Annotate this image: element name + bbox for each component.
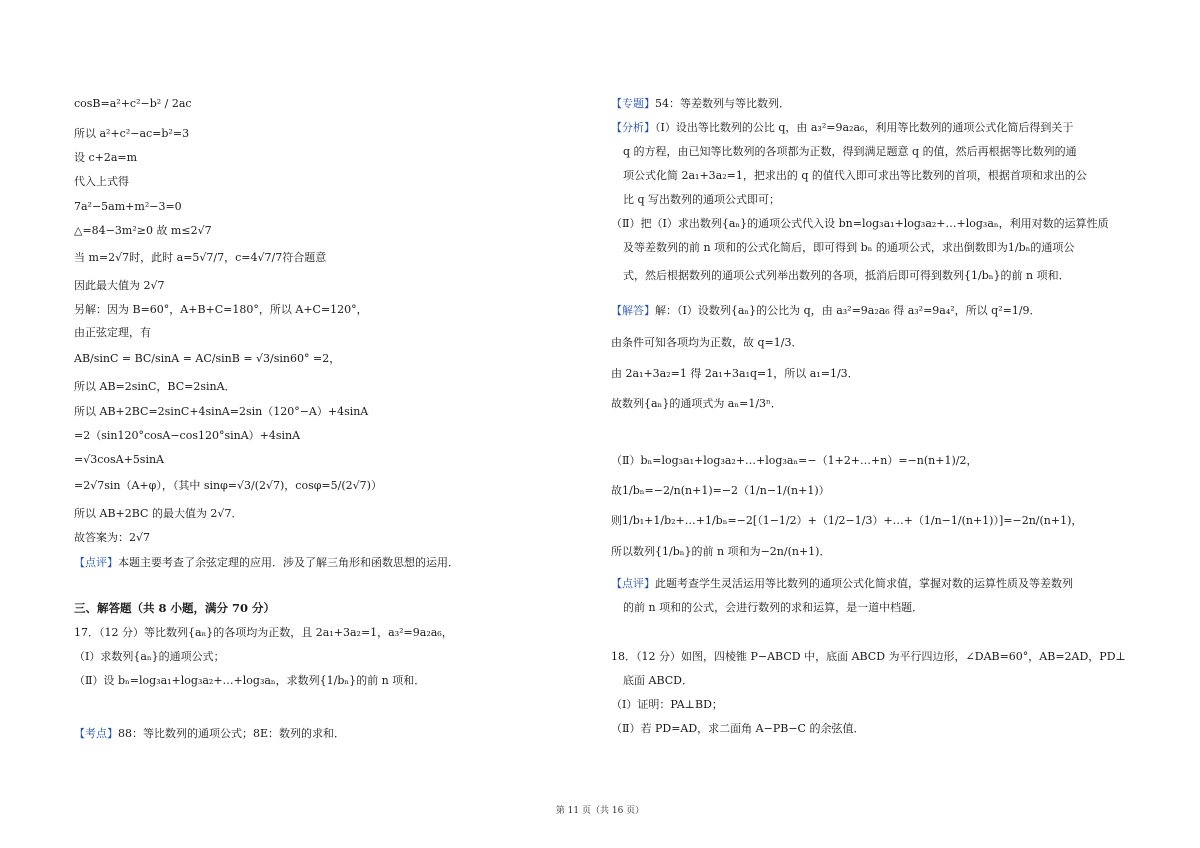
text-line: 故答案为：2√7 bbox=[74, 531, 151, 544]
question-18-line: 底面 ABCD． bbox=[623, 674, 693, 687]
question-17-line: （Ⅰ）求数列{aₙ}的通项公式； bbox=[74, 650, 225, 663]
fenxi-line: 式，然后根据数列的通项公式列举出数列的各项，抵消后即可得到数列{1/bₙ}的前 n 项和． bbox=[623, 269, 1070, 282]
fenxi-line: 比 q 写出数列的通项公式即可； bbox=[623, 193, 781, 206]
jieda-tag: 【解答】 bbox=[611, 304, 655, 317]
comment-line bbox=[74, 555, 459, 570]
fenxi-line: 及等差数列的前 n 项和的公式化简后，即可得到 bₙ 的通项公式，求出倒数即为1/bₙ的通项公 bbox=[623, 241, 1075, 254]
text-line: 因此最大值为 2√7 bbox=[74, 279, 165, 292]
jieda-line: 所以数列{1/bₙ}的前 n 项和为−2n/(n+1)． bbox=[611, 545, 831, 558]
jieda-line: 故数列{aₙ}的通项式为 aₙ=1/3ⁿ． bbox=[611, 397, 782, 410]
text-line: 设 c+2a=m bbox=[74, 151, 138, 164]
fenxi-line bbox=[611, 120, 1073, 135]
question-18-line: 18．（12 分）如图，四棱锥 P−ABCD 中，底面 ABCD 为平行四边形，∠DAB=60°，AB=2AD，PD⊥ bbox=[611, 650, 1126, 663]
page-footer: 第 11 页（共 16 页） bbox=[555, 806, 645, 816]
dianping-line: 的前 n 项和的公式，会进行数列的求和运算，是一道中档题． bbox=[623, 601, 924, 614]
text-line: cosB=a²+c²−b² / 2ac bbox=[74, 97, 192, 110]
fenxi-line: q 的方程，由已知等比数列的各项都为正数，得到满足题意 q 的值，然后再根据等比数列的通 bbox=[623, 145, 1077, 158]
fenxi-tag: 【分析】 bbox=[611, 121, 655, 134]
kaodian-text: 88：等比数列的通项公式；8E：数列的求和． bbox=[118, 727, 346, 740]
jieda-text: 解：（Ⅰ）设数列{aₙ}的公比为 q，由 a₃²=9a₂a₆ 得 a₃²=9a₄²，所以 q²=1/9． bbox=[655, 304, 1041, 317]
jieda-line: 则1/b₁+1/b₂+…+1/bₙ=−2[（1−1/2）+（1/2−1/3）+…+（1/n−1/(n+1)）]=−2n/(n+1)， bbox=[611, 514, 1083, 527]
zhuanti-text: 54：等差数列与等比数列． bbox=[655, 97, 790, 110]
text-line: =2（sin120°cosA−cos120°sinA）+4sinA bbox=[74, 429, 301, 442]
text-line: 7a²−5am+m²−3=0 bbox=[74, 200, 182, 213]
fenxi-text: （Ⅰ）设出等比数列的公比 q，由 a₃²=9a₂a₆，利用等比数列的通项公式化简后得到关于 bbox=[655, 121, 1074, 134]
zhuanti-tag: 【专题】 bbox=[611, 97, 655, 110]
question-17-line: 17．（12 分）等比数列{aₙ}的各项均为正数，且 2a₁+3a₂=1，a₃²=9a₂a₆， bbox=[74, 626, 453, 639]
comment-text: 本题主要考查了余弦定理的应用．涉及了解三角形和函数思想的运用． bbox=[118, 556, 459, 569]
question-17-line: （Ⅱ）设 bₙ=log₃a₁+log₃a₂+…+log₃aₙ，求数列{1/bₙ}的前 n 项和． bbox=[74, 674, 426, 687]
jieda-line: 由条件可知各项均为正数，故 q=1/3． bbox=[611, 336, 803, 349]
section-title: 三、解答题（共 8 小题，满分 70 分） bbox=[74, 601, 276, 615]
text-line: AB/sinC = BC/sinA = AC/sinB = √3/sin60° =2， bbox=[74, 352, 341, 365]
text-line: 所以 a²+c²−ac=b²=3 bbox=[74, 127, 190, 140]
comment-tag: 【点评】 bbox=[74, 556, 118, 569]
text-line: 另解：因为 B=60°，A+B+C=180°，所以 A+C=120°， bbox=[74, 303, 368, 316]
text-line: 由正弦定理，有 bbox=[74, 326, 151, 339]
text-line: △=84−3m²≥0 故 m≤2√7 bbox=[74, 224, 212, 237]
question-18-line: （Ⅰ）证明：PA⊥BD； bbox=[611, 698, 723, 711]
zhuanti-line bbox=[611, 96, 790, 111]
text-line: 所以 AB=2sinC，BC=2sinA． bbox=[74, 380, 236, 393]
kaodian-tag: 【考点】 bbox=[74, 727, 118, 740]
jieda-line: （Ⅱ）bₙ=log₃a₁+log₃a₂+…+log₃aₙ=−（1+2+…+n）=−n(n+1)/2， bbox=[611, 454, 978, 467]
dianping-line bbox=[611, 576, 1073, 591]
dianping-tag: 【点评】 bbox=[611, 577, 655, 590]
jieda-line: 故1/bₙ=−2/n(n+1)=−2（1/n−1/(n+1)） bbox=[611, 484, 830, 497]
text-line: 所以 AB+2BC=2sinC+4sinA=2sin（120°−A）+4sinA bbox=[74, 405, 369, 418]
text-line: 当 m=2√7时，此时 a=5√7/7，c=4√7/7符合题意 bbox=[74, 251, 327, 264]
jieda-line: 由 2a₁+3a₂=1 得 2a₁+3a₁q=1，所以 a₁=1/3． bbox=[611, 367, 859, 380]
kaodian-line bbox=[74, 726, 345, 741]
text-line: =2√7sin（A+φ），（其中 sinφ=√3/(2√7)，cosφ=5/(2√7)） bbox=[74, 479, 382, 492]
text-line: 所以 AB+2BC 的最大值为 2√7． bbox=[74, 507, 243, 520]
dianping-text: 此题考查学生灵活运用等比数列的通项公式化简求值，掌握对数的运算性质及等差数列 bbox=[655, 577, 1073, 590]
fenxi-line: （Ⅱ）把（Ⅰ）求出数列{aₙ}的通项公式代入设 bn=log₃a₁+log₃a₂+…+log₃aₙ，利用对数的运算性质 bbox=[611, 217, 1109, 230]
question-18-line: （Ⅱ）若 PD=AD，求二面角 A−PB−C 的余弦值． bbox=[611, 722, 865, 735]
text-line: 代入上式得 bbox=[74, 175, 129, 188]
fenxi-line: 项公式化简 2a₁+3a₂=1，把求出的 q 的值代入即可求出等比数列的首项，根据首项和求出的公 bbox=[623, 169, 1087, 182]
text-line: =√3cosA+5sinA bbox=[74, 453, 165, 466]
jieda-line bbox=[611, 303, 1041, 318]
